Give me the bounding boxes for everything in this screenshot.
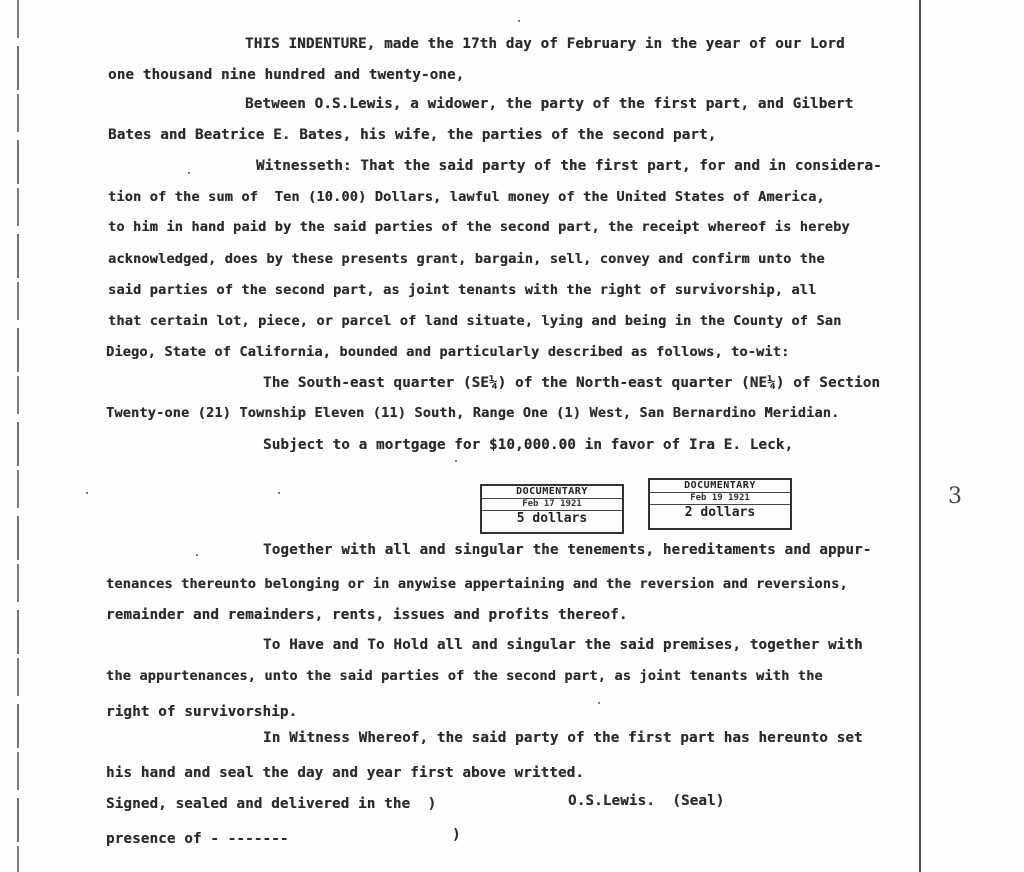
stamp-title: DOCUMENTARY	[482, 486, 622, 499]
ink-speck	[86, 492, 88, 494]
text-line: presence of - -------	[106, 831, 289, 847]
text-line: Between O.S.Lewis, a widower, the party of the first part, and Gilbert	[245, 96, 854, 112]
text-line: his hand and seal the day and year first above writted.	[106, 765, 585, 781]
text-line: one thousand nine hundred and twenty-one,	[108, 67, 465, 83]
text-line: that certain lot, piece, or parcel of land situate, lying and being in the County of San	[108, 313, 842, 329]
text-line: the appurtenances, unto the said parties of the second part, as joint tenants with the	[106, 668, 823, 684]
stamp-date: Feb 19 1921	[690, 493, 750, 503]
text-line: Signed, sealed and delivered in the )	[106, 796, 437, 812]
text-line: Bates and Beatrice E. Bates, his wife, the parties of the second part,	[108, 127, 717, 143]
text-line: THIS INDENTURE, made the 17th day of February in the year of our Lord	[245, 36, 845, 52]
text-line: To Have and To Hold all and singular the said premises, together with	[263, 637, 863, 653]
text-line: In Witness Whereof, the said party of the first part has hereunto set	[263, 730, 863, 746]
margin-page-number: 3	[948, 484, 962, 509]
text-line: Twenty-one (21) Township Eleven (11) South, Range One (1) West, San Bernardino Meridian.	[106, 405, 840, 421]
documentary-stamp	[480, 484, 624, 534]
signature-line: O.S.Lewis. (Seal)	[568, 793, 725, 809]
ink-speck	[598, 702, 600, 704]
text-line: to him in hand paid by the said parties of the second part, the receipt whereof is hereby	[108, 219, 850, 235]
right-paper-edge	[919, 0, 921, 872]
text-line: tion of the sum of Ten (10.00) Dollars, lawful money of the United States of America,	[108, 189, 825, 205]
ink-speck	[196, 554, 198, 556]
text-line: said parties of the second part, as joint tenants with the right of survivorship, all	[108, 282, 817, 298]
ink-speck	[278, 492, 280, 494]
left-binding-edge	[17, 0, 19, 872]
text-line: Diego, State of California, bounded and particularly described as follows, to-wit:	[106, 344, 790, 360]
text-line: Together with all and singular the tenements, hereditaments and appur-	[263, 542, 872, 558]
stamp-title: DOCUMENTARY	[650, 480, 790, 493]
ink-speck	[518, 20, 520, 22]
ink-speck	[455, 460, 457, 462]
ink-speck	[188, 172, 190, 174]
text-line: Witnesseth: That the said party of the first part, for and in considera-	[256, 158, 882, 174]
stamp-amount: 2 dollars	[650, 504, 790, 520]
stamp-date: Feb 17 1921	[522, 499, 582, 509]
text-line: right of survivorship.	[106, 704, 298, 720]
text-line: Subject to a mortgage for $10,000.00 in favor of Ira E. Leck,	[263, 437, 794, 453]
text-line: )	[452, 827, 461, 843]
text-line: remainder and remainders, rents, issues and profits thereof.	[106, 607, 628, 623]
text-line: acknowledged, does by these presents grant, bargain, sell, convey and confirm unto the	[108, 251, 825, 267]
stamp-amount: 5 dollars	[482, 510, 622, 526]
documentary-stamp	[648, 478, 792, 530]
text-line: The South-east quarter (SE¼) of the North-east quarter (NE¼) of Section	[263, 375, 881, 391]
text-line: tenances thereunto belonging or in anywise appertaining and the reversion and reversions,	[106, 576, 848, 592]
